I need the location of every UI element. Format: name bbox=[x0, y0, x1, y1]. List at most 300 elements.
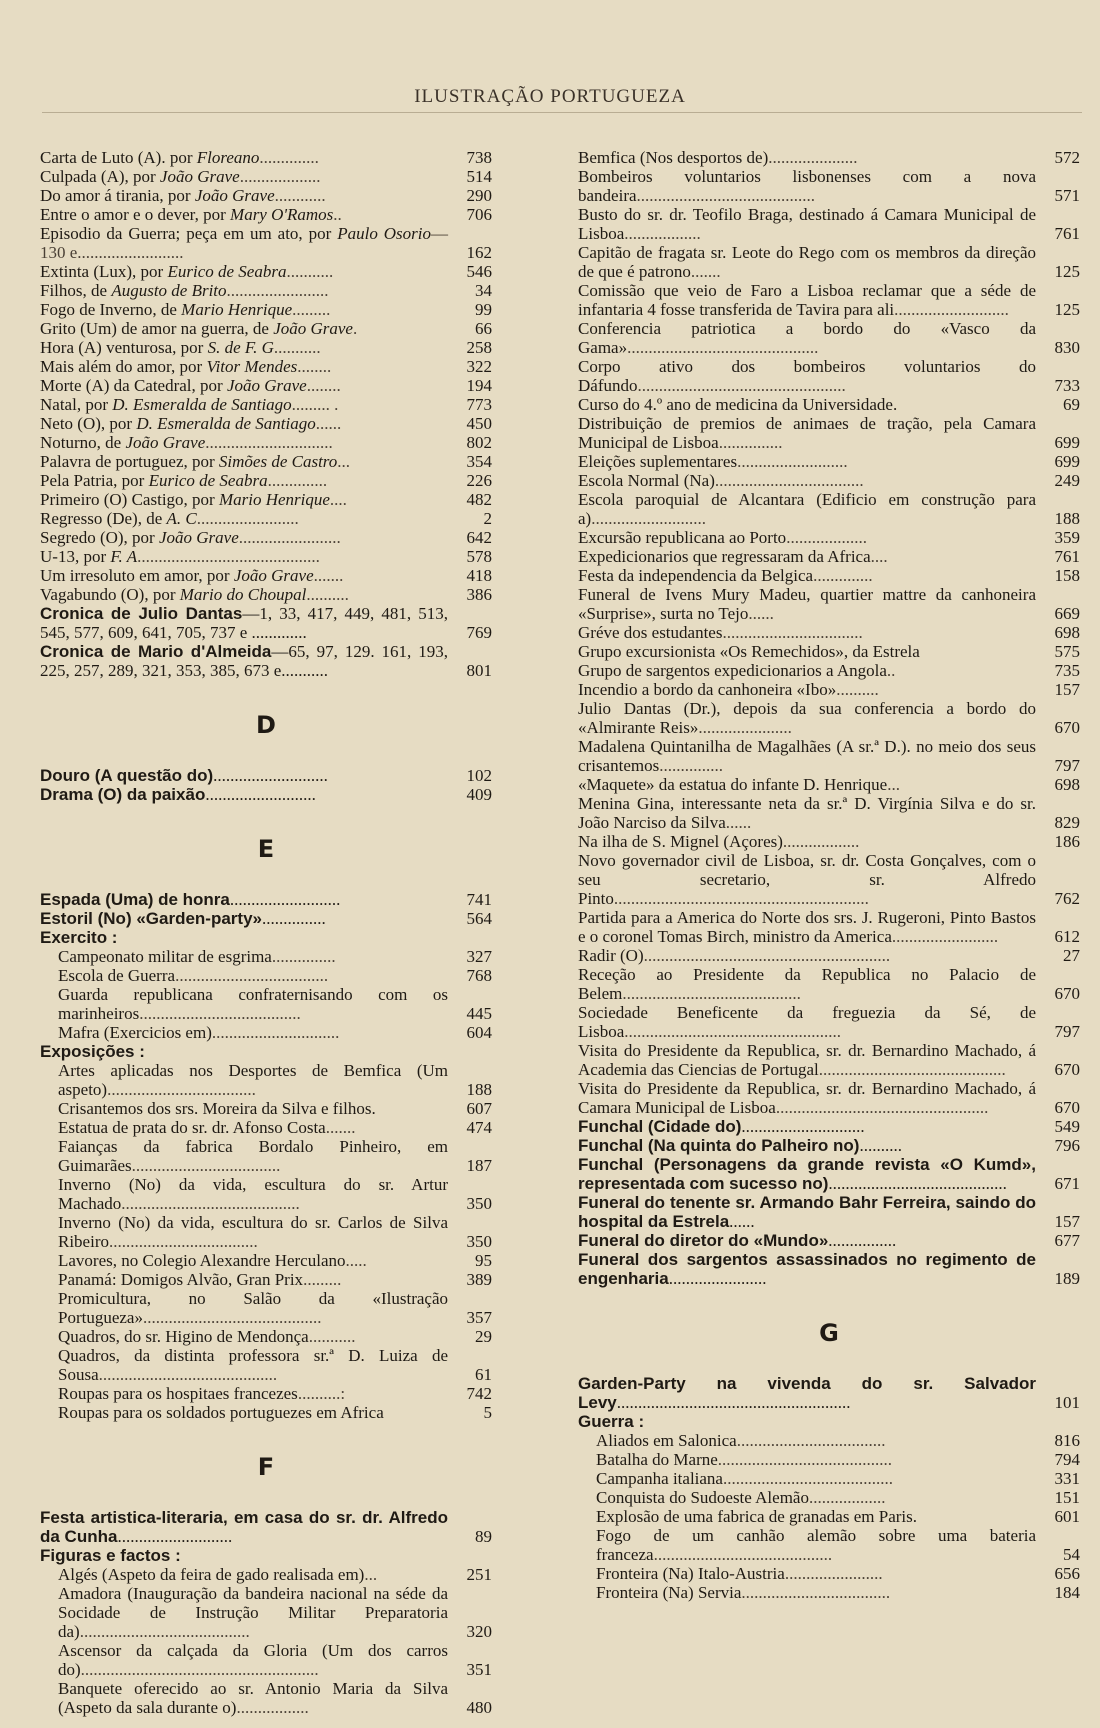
entry-text: Fogo de um canhão alemão sobre uma bateria franceza bbox=[596, 1526, 1036, 1564]
entry-title bbox=[596, 1583, 1036, 1602]
index-entry bbox=[578, 699, 1080, 737]
page-number: 642 bbox=[466, 528, 492, 547]
leader-dots: .................................................. bbox=[775, 1098, 989, 1117]
entry-title bbox=[578, 319, 1036, 357]
page-number: 601 bbox=[1054, 1507, 1080, 1526]
index-entry bbox=[578, 737, 1080, 775]
leader-dots: ................................... bbox=[131, 1156, 281, 1175]
bold-index-entry bbox=[40, 766, 492, 785]
page-number: 762 bbox=[1054, 889, 1080, 908]
entry-title bbox=[58, 1175, 448, 1213]
page-number: 564 bbox=[466, 909, 492, 928]
page-number: 162 bbox=[466, 243, 492, 262]
page-number: 151 bbox=[1054, 1488, 1080, 1507]
entry-text: Episodio da Guerra; peça em um ato, por bbox=[40, 224, 338, 243]
bold-index-entry bbox=[578, 1117, 1080, 1136]
entry-text: Grupo de sargentos expedicionarios a Angola bbox=[578, 661, 887, 680]
leader-dots: .......................................... bbox=[622, 984, 801, 1003]
entry-title bbox=[578, 395, 1036, 414]
entry-title bbox=[578, 528, 1036, 547]
bold-index-entry bbox=[578, 1231, 1080, 1250]
entry-title bbox=[578, 737, 1036, 775]
entry-title bbox=[40, 224, 448, 262]
index-entry bbox=[40, 1270, 492, 1289]
leader-dots: ......................... bbox=[891, 927, 999, 946]
page-number: 738 bbox=[466, 148, 492, 167]
leader-dots: ....... bbox=[690, 262, 721, 281]
index-entry bbox=[40, 1641, 492, 1679]
index-entry bbox=[40, 490, 492, 509]
entry-author: João Grave bbox=[233, 566, 314, 585]
index-entry bbox=[40, 433, 492, 452]
bold-index-entry bbox=[578, 1250, 1080, 1288]
page-number: 742 bbox=[466, 1384, 492, 1403]
index-entry bbox=[578, 395, 1080, 414]
index-entry bbox=[40, 1584, 492, 1641]
page-number: 829 bbox=[1054, 813, 1080, 832]
bold-index-entry bbox=[40, 909, 492, 928]
leader-dots: .......................................... bbox=[98, 1365, 278, 1384]
page-number: 677 bbox=[1054, 1231, 1080, 1250]
entry-title bbox=[578, 851, 1036, 908]
entry-title bbox=[58, 1213, 448, 1251]
index-entry bbox=[40, 357, 492, 376]
entry-refs: ........................... bbox=[117, 1527, 233, 1546]
leader-dots: ............... bbox=[271, 947, 336, 966]
entry-title bbox=[578, 775, 1036, 794]
entry-text: Douro (A questão do) bbox=[40, 766, 214, 785]
page-number: 482 bbox=[466, 490, 492, 509]
entry-text: Morte (A) da Catedral, por bbox=[40, 376, 227, 395]
entry-title bbox=[578, 148, 1036, 167]
leader-dots: ......... bbox=[303, 1270, 342, 1289]
entry-title bbox=[58, 985, 448, 1023]
entry-text: Carta de Luto (A). por bbox=[40, 148, 197, 167]
entry-text: Menina Gina, interessante neta da sr.ª D. Virgínia Silva e do sr. João Narciso da Silva bbox=[578, 794, 1036, 832]
page-number: 670 bbox=[1054, 984, 1080, 1003]
entry-title bbox=[578, 908, 1036, 946]
page-number: 796 bbox=[1054, 1136, 1080, 1155]
entry-text: U-13, por bbox=[40, 547, 111, 566]
bold-index-entry bbox=[40, 890, 492, 909]
index-entry bbox=[578, 585, 1080, 623]
index-entry bbox=[40, 985, 492, 1023]
entry-title bbox=[40, 509, 448, 528]
leader-dots: ................................... bbox=[736, 1431, 886, 1450]
index-entry bbox=[40, 528, 492, 547]
section-letter: D bbox=[256, 711, 276, 739]
entry-text: Eleições suplementares bbox=[578, 452, 738, 471]
page-number: 188 bbox=[466, 1080, 492, 1099]
entry-title bbox=[578, 699, 1036, 737]
entry-title bbox=[596, 1564, 1036, 1583]
section-heading: Guerra : bbox=[578, 1412, 645, 1431]
entry-author: João Grave bbox=[158, 528, 239, 547]
page-number: 186 bbox=[1054, 832, 1080, 851]
leader-dots: ....... bbox=[325, 1118, 356, 1137]
index-entry bbox=[40, 167, 492, 186]
index-entry bbox=[40, 262, 492, 281]
entry-title bbox=[578, 585, 1036, 623]
entry-title bbox=[40, 281, 448, 300]
leader-dots: .......................................... bbox=[636, 186, 816, 205]
entry-title bbox=[578, 680, 1036, 699]
leader-dots: ......... bbox=[292, 300, 331, 319]
entry-title bbox=[58, 947, 448, 966]
entry-title bbox=[578, 1136, 1036, 1155]
leader-dots: ........................................... bbox=[137, 547, 320, 566]
entry-title bbox=[578, 490, 1036, 528]
page-number: 698 bbox=[1054, 775, 1080, 794]
entry-refs: ...... bbox=[729, 1212, 755, 1231]
entry-text: Escola de Guerra bbox=[58, 966, 176, 985]
page-number: 34 bbox=[475, 281, 492, 300]
entry-text: Panamá: Domigos Alvão, Gran Prix bbox=[58, 1270, 304, 1289]
leader-dots: ......... . bbox=[291, 395, 339, 414]
entry-refs: —1, 33, 417, 449, 481, 513, 545, 577, 609, 641, 705, 737 e ............. bbox=[40, 604, 448, 642]
leader-dots: .... bbox=[329, 490, 347, 509]
entry-text: Partida para a America do Norte dos srs. J. Rugeroni, Pinto Bastos e o coronel Tomas Birch, ministro da America bbox=[578, 908, 1036, 946]
leader-dots: .......... bbox=[836, 680, 879, 699]
entry-text: Mais além do amor, por bbox=[40, 357, 207, 376]
entry-author: Mario Henrique bbox=[181, 300, 293, 319]
entry-title bbox=[58, 1346, 448, 1384]
index-entry bbox=[40, 205, 492, 224]
entry-refs: —65, 97, 129. 161, 193, 225, 257, 289, 321, 353, 385, 673 e........... bbox=[40, 642, 449, 680]
page-number: 445 bbox=[466, 1004, 492, 1023]
entry-text: Grupo excursionista «Os Remechidos», da Estrela bbox=[578, 642, 920, 661]
page-number: 2 bbox=[483, 509, 492, 528]
entry-text: Aliados em Salonica bbox=[596, 1431, 737, 1450]
entry-text: Curso do 4.º ano de medicina da Universidade. bbox=[578, 395, 898, 414]
entry-refs: ............................. bbox=[741, 1117, 865, 1136]
entry-text: Ascensor da calçada da Gloria (Um dos carros do) bbox=[58, 1641, 448, 1679]
entry-text: Algés (Aspeto da feira de gado realisada em) bbox=[58, 1565, 365, 1584]
entry-author: João Grave bbox=[273, 319, 353, 338]
index-entry bbox=[578, 281, 1080, 319]
left-column bbox=[40, 148, 492, 1717]
index-entry bbox=[578, 1079, 1080, 1117]
leader-dots: ........................ bbox=[196, 509, 299, 528]
entry-author: Mario do Choupal bbox=[179, 585, 307, 604]
leader-dots: ...... bbox=[725, 813, 752, 832]
page-number: 157 bbox=[1054, 680, 1080, 699]
entry-title bbox=[578, 205, 1036, 243]
entry-author: Paulo Osorio bbox=[337, 224, 431, 243]
index-entry bbox=[578, 680, 1080, 699]
leader-dots: .. bbox=[333, 205, 342, 224]
entry-refs: .......................... bbox=[205, 785, 316, 804]
leader-dots: ... bbox=[364, 1565, 378, 1584]
entry-title bbox=[58, 1061, 448, 1099]
entry-text: Escola paroquial de Alcantara (Edificio em construção para a) bbox=[578, 490, 1036, 528]
bold-index-entry bbox=[40, 1508, 492, 1546]
index-entry bbox=[578, 528, 1080, 547]
bold-index-entry bbox=[578, 1374, 1080, 1412]
index-entry bbox=[578, 794, 1080, 832]
entry-title bbox=[578, 167, 1036, 205]
entry-text: Guarda republicana confraternisando com os marinheiros bbox=[58, 985, 448, 1023]
page-number: 741 bbox=[466, 890, 492, 909]
entry-text: Mafra (Exercicios em) bbox=[58, 1023, 212, 1042]
entry-text: Funchal (Na quinta do Palheiro no) bbox=[578, 1136, 860, 1155]
index-entry bbox=[578, 1564, 1080, 1583]
index-entry bbox=[40, 1384, 492, 1403]
page-number: 29 bbox=[475, 1327, 492, 1346]
page-number: 761 bbox=[1054, 224, 1080, 243]
index-entry bbox=[578, 1583, 1080, 1602]
index-entry bbox=[578, 1526, 1080, 1564]
entry-text: Funeral de Ivens Mury Madeu, quartier mattre da canhoneira «Surprise», surta no Tejo bbox=[578, 585, 1036, 623]
entry-refs: ....................... bbox=[668, 1269, 767, 1288]
page-number: 549 bbox=[1054, 1117, 1080, 1136]
entry-title bbox=[596, 1526, 1036, 1564]
page-number: 418 bbox=[466, 566, 492, 585]
leader-dots: ..........: bbox=[297, 1384, 346, 1403]
index-entry bbox=[578, 1507, 1080, 1526]
entry-text: Crisantemos dos srs. Moreira da Silva e filhos. bbox=[58, 1099, 376, 1118]
entry-title bbox=[578, 1374, 1036, 1412]
entry-title bbox=[596, 1469, 1036, 1488]
leader-dots: ................................... bbox=[714, 471, 864, 490]
leader-dots: .............. bbox=[267, 471, 328, 490]
entry-text: Radir (O) bbox=[578, 946, 644, 965]
index-entry bbox=[578, 1003, 1080, 1041]
entry-title bbox=[40, 452, 448, 471]
index-entry bbox=[578, 661, 1080, 680]
entry-text: Gréve dos estudantes bbox=[578, 623, 723, 642]
entry-title bbox=[40, 300, 448, 319]
page-number: 184 bbox=[1054, 1583, 1080, 1602]
page-number: 571 bbox=[1054, 186, 1080, 205]
leader-dots: ........ bbox=[306, 376, 341, 395]
bold-index-entry bbox=[40, 785, 492, 804]
entry-title bbox=[40, 909, 448, 928]
leader-dots: ........ bbox=[297, 357, 332, 376]
entry-title bbox=[40, 766, 448, 785]
entry-title bbox=[58, 1099, 448, 1118]
leader-dots: ........................... bbox=[591, 509, 706, 528]
index-entry bbox=[40, 1251, 492, 1270]
entry-text: Filhos, de bbox=[40, 281, 112, 300]
entry-author: João Grave bbox=[159, 167, 240, 186]
index-entry bbox=[578, 148, 1080, 167]
leader-dots: ........................................ bbox=[79, 1622, 250, 1641]
section-heading: Exposições : bbox=[40, 1042, 145, 1061]
leader-dots: ............................................ bbox=[818, 1060, 1006, 1079]
page-number: 794 bbox=[1054, 1450, 1080, 1469]
entry-text: Regresso (De), de bbox=[40, 509, 167, 528]
entry-text: Julio Dantas (Dr.), depois da sua conferencia a bordo do «Almirante Reis» bbox=[578, 699, 1036, 737]
page-number: 389 bbox=[466, 1270, 492, 1289]
page-number: 249 bbox=[1054, 471, 1080, 490]
page-number: 816 bbox=[1054, 1431, 1080, 1450]
entry-text: Do amor á tirania, por bbox=[40, 186, 195, 205]
entry-text: Noturno, de bbox=[40, 433, 126, 452]
entry-author: Eurico de Seabra bbox=[167, 262, 287, 281]
entry-title bbox=[40, 490, 448, 509]
entry-title bbox=[58, 1118, 448, 1137]
leader-dots: ...... bbox=[315, 414, 342, 433]
entry-title bbox=[578, 623, 1036, 642]
index-entry bbox=[578, 471, 1080, 490]
leader-dots: ...... bbox=[748, 604, 774, 623]
entry-title bbox=[596, 1431, 1036, 1450]
page-number: 158 bbox=[1054, 566, 1080, 585]
entry-text: Vagabundo (O), por bbox=[40, 585, 180, 604]
entry-text: Bemfica (Nos desportos de) bbox=[578, 148, 769, 167]
page-number: 187 bbox=[466, 1156, 492, 1175]
index-entry bbox=[578, 1041, 1080, 1079]
entry-title bbox=[578, 946, 1036, 965]
leader-dots: ................................... bbox=[109, 1232, 258, 1251]
entry-text: Capitão de fragata sr. Leote do Rego com os membros da direção de que é patrono bbox=[578, 243, 1036, 281]
entry-text: Artes aplicadas nos Desportes de Bemfica (Um aspeto) bbox=[58, 1061, 448, 1099]
leader-dots: .................. bbox=[782, 832, 860, 851]
entry-refs: ................ bbox=[828, 1231, 897, 1250]
entry-text: Palavra de portuguez, por bbox=[40, 452, 219, 471]
page-number: 656 bbox=[1054, 1564, 1080, 1583]
index-entry bbox=[40, 1679, 492, 1717]
entry-text: Banquete oferecido ao sr. Antonio Maria da Silva (Aspeto da sala durante o) bbox=[58, 1679, 448, 1717]
page-number: 125 bbox=[1054, 300, 1080, 319]
leader-dots: .............. bbox=[259, 148, 319, 167]
entry-text: Campanha italiana bbox=[596, 1469, 723, 1488]
entry-text: Bombeiros voluntarios lisbonenses com a nova bandeira bbox=[578, 167, 1036, 205]
page-number: 351 bbox=[466, 1660, 492, 1679]
entry-refs: .......... bbox=[859, 1136, 902, 1155]
entry-title bbox=[578, 832, 1036, 851]
index-entry bbox=[40, 414, 492, 433]
entry-title bbox=[578, 965, 1036, 1003]
entry-title bbox=[40, 566, 448, 585]
index-entry bbox=[578, 1431, 1080, 1450]
index-entry bbox=[578, 1450, 1080, 1469]
entry-author: S. de F. G bbox=[207, 338, 274, 357]
leader-dots: ..... bbox=[345, 1251, 367, 1270]
page-number: 670 bbox=[1054, 1098, 1080, 1117]
leader-dots: ........... bbox=[308, 1327, 356, 1346]
leader-dots: ....... bbox=[313, 566, 344, 585]
index-entry bbox=[578, 775, 1080, 794]
entry-text: Funchal (Cidade do) bbox=[578, 1117, 742, 1136]
index-entry bbox=[578, 205, 1080, 243]
index-entry bbox=[40, 509, 492, 528]
index-entry bbox=[578, 566, 1080, 585]
entry-text: Escola Normal (Na) bbox=[578, 471, 715, 490]
index-entry bbox=[578, 908, 1080, 946]
entry-text: Funeral do diretor do «Mundo» bbox=[578, 1231, 829, 1250]
section-heading: Exercito : bbox=[40, 928, 118, 947]
leader-dots: ........................................................ bbox=[80, 1660, 319, 1679]
index-entry bbox=[40, 1175, 492, 1213]
index-entry bbox=[40, 300, 492, 319]
page-number: 575 bbox=[1054, 642, 1080, 661]
entry-text: Estoril (No) «Garden-party» bbox=[40, 909, 262, 928]
index-entry bbox=[578, 167, 1080, 205]
page-number: 409 bbox=[466, 785, 492, 804]
entry-title bbox=[578, 471, 1036, 490]
entry-text: Funeral dos sargentos assassinados no regimento de engenharia bbox=[578, 1250, 1036, 1288]
entry-title bbox=[578, 243, 1036, 281]
page-number: 480 bbox=[466, 1698, 492, 1717]
bold-index-entry bbox=[40, 642, 492, 680]
entry-refs: ........................... bbox=[213, 766, 328, 785]
entry-refs: ....................................................... bbox=[616, 1393, 851, 1412]
bold-index-entry bbox=[578, 1136, 1080, 1155]
entry-title bbox=[58, 1251, 448, 1270]
leader-dots: .......................... bbox=[737, 452, 848, 471]
entry-title bbox=[40, 433, 448, 452]
entry-text: Receção ao Presidente da Republica no Palacio de Belem bbox=[578, 965, 1036, 1003]
entry-title bbox=[578, 1193, 1036, 1231]
index-entry bbox=[578, 414, 1080, 452]
entry-title bbox=[578, 661, 1036, 680]
index-entry bbox=[40, 566, 492, 585]
entry-text: Inverno (No) da vida, escultura do sr. Carlos de Silva Ribeiro bbox=[58, 1213, 448, 1251]
page-number: 54 bbox=[1063, 1545, 1080, 1564]
entry-text: Cronica de Mario d'Almeida bbox=[40, 642, 272, 661]
leader-dots: .. bbox=[886, 661, 896, 680]
entry-title bbox=[40, 205, 448, 224]
index-entry bbox=[40, 1118, 492, 1137]
entry-author: F. A bbox=[110, 547, 138, 566]
entry-text: Amadora (Inauguração da bandeira nacional na séde da Socidade de Instrução Militar Preparatoria da) bbox=[58, 1584, 448, 1641]
entry-title bbox=[40, 1508, 448, 1546]
entry-text: Explosão de uma fabrica de granadas em Paris. bbox=[596, 1507, 917, 1526]
entry-text: Um irresoluto em amor, por bbox=[40, 566, 234, 585]
index-entry bbox=[40, 1346, 492, 1384]
leader-dots: —130 e......................... bbox=[40, 224, 448, 262]
leader-dots: ........... bbox=[273, 338, 321, 357]
leader-dots: .......................................................... bbox=[643, 946, 891, 965]
index-entry bbox=[40, 1289, 492, 1327]
leader-dots: .............................. bbox=[205, 433, 333, 452]
leader-dots: ............... bbox=[659, 756, 723, 775]
entry-refs: ............... bbox=[262, 909, 326, 928]
entry-title bbox=[58, 1403, 448, 1422]
entry-title bbox=[58, 1327, 448, 1346]
entry-title bbox=[40, 319, 448, 338]
entry-title bbox=[40, 471, 448, 490]
leader-dots: ............ bbox=[274, 186, 326, 205]
page-number: 797 bbox=[1054, 756, 1080, 775]
page-number: 802 bbox=[466, 433, 492, 452]
entry-text: Conquista do Sudoeste Alemão bbox=[596, 1488, 809, 1507]
entry-text: Funchal (Personagens da grande revista «O Kumd», representada com sucesso no) bbox=[578, 1155, 1036, 1193]
entry-title bbox=[40, 414, 448, 433]
index-entry bbox=[40, 1403, 492, 1422]
page-number: 99 bbox=[475, 300, 492, 319]
page-number: 761 bbox=[1054, 547, 1080, 566]
entry-text: Segredo (O), por bbox=[40, 528, 159, 547]
leader-dots: ... bbox=[887, 775, 900, 794]
page-number: 350 bbox=[466, 1232, 492, 1251]
entry-text: Espada (Uma) de honra bbox=[40, 890, 230, 909]
leader-dots: ........................... bbox=[894, 300, 1009, 319]
entry-text: Campeonato militar de esgrima bbox=[58, 947, 272, 966]
entry-text: Quadros, do sr. Higino de Mendonça bbox=[58, 1327, 309, 1346]
page-number: 251 bbox=[466, 1565, 492, 1584]
page-number: 350 bbox=[466, 1194, 492, 1213]
entry-title bbox=[40, 186, 448, 205]
leader-dots: ....................... bbox=[784, 1564, 883, 1583]
entry-title bbox=[40, 528, 448, 547]
entry-text: Culpada (A), por bbox=[40, 167, 160, 186]
entry-text: Garden-Party na vivenda do sr. Salvador Levy bbox=[578, 1374, 1036, 1412]
entry-text: Visita do Presidente da Republica, sr. dr. Bernardino Machado, á Camara Municipal de Lisboa bbox=[578, 1079, 1036, 1117]
page-number: 735 bbox=[1054, 661, 1080, 680]
